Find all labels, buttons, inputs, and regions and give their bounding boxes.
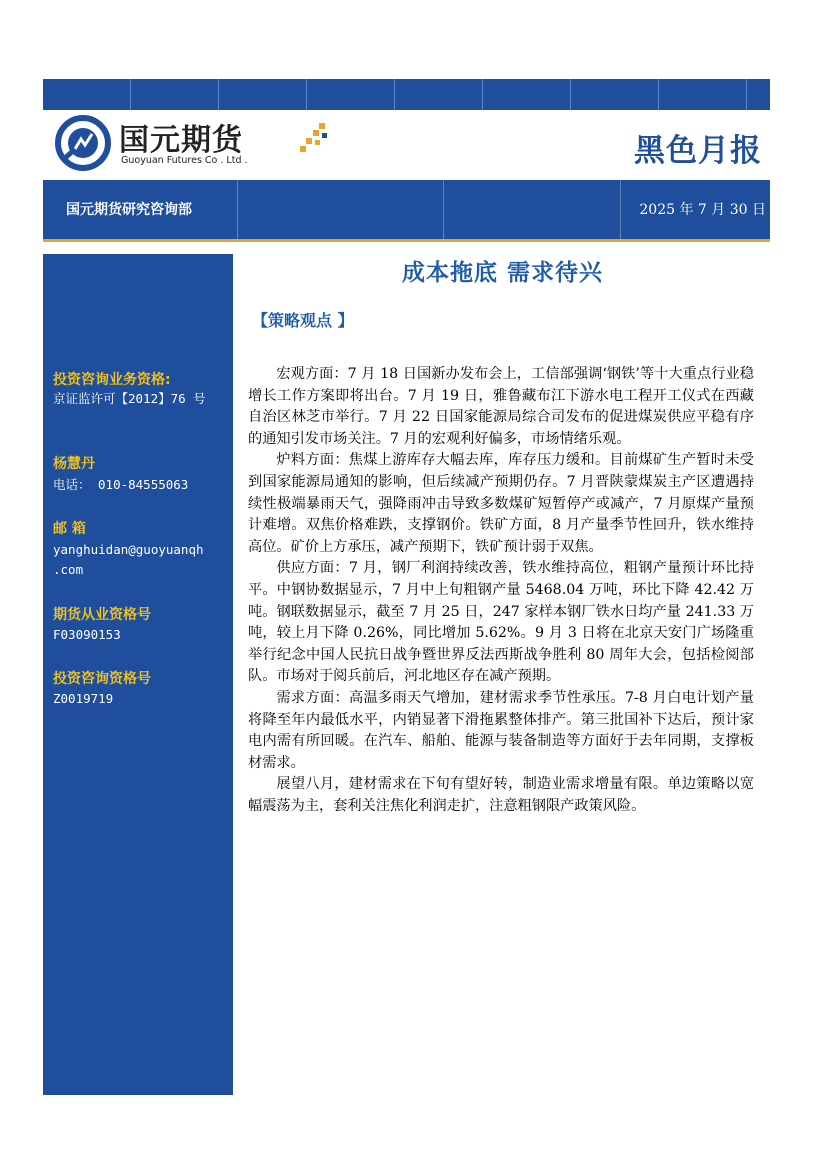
futures-license-label: 期货从业资格号 [53, 607, 151, 623]
report-title: 成本拖底 需求待兴 [401, 260, 603, 286]
company-logo [55, 115, 345, 171]
top-banner-bar [43, 79, 770, 110]
analyst-phone: 电话： 010-84555063 [53, 477, 189, 492]
consult-license-label: 投资咨询资格号 [53, 671, 151, 687]
logo-squares-icon [300, 123, 330, 153]
paragraph-demand: 需求方面：高温多雨天气增加，建材需求季节性承压。7-8 月白电计划产量将降至年内最低水平，内销显著下滑拖累整体排产。第三批国补下达后，预计家电内需有所回暖。在汽车、船舶、能源与装备制造等方面好于去年同期，支撑板材需求。 [248, 689, 754, 771]
report-date: 2025 年 7 月 30 日 [639, 202, 766, 218]
paragraph-raw-materials: 炉料方面：焦煤上游库存大幅去库，库存压力缓和。目前煤矿生产暂时未受到国家能源局通知的影响，但后续减产预期仍存。7 月晋陕蒙煤炭主产区遭遇持续性极端暴雨天气，强降雨冲击导致多数煤矿短暂停产或减产，7 月原煤产量预计难增。双焦价格难跌，支撑钢价。铁矿方面，8 月产量季节性回升，铁水维持高位。矿价上方承压，减产预期下，铁矿预计弱于双焦。 [248, 452, 754, 555]
gold-divider-line [43, 239, 770, 242]
section-heading: 【策略观点 】 [252, 311, 354, 330]
company-name-en: Guoyuan Futures Co . Ltd . [121, 155, 248, 166]
paragraph-outlook: 展望八月，建材需求在下旬有望好转，制造业需求增量有限。单边策略以宽幅震荡为主，套利关注焦化利润走扩，注意粗钢限产政策风险。 [248, 776, 754, 814]
qualification-label: 投资咨询业务资格: [53, 372, 171, 388]
company-name-cn: 国元期货 [119, 123, 243, 158]
analyst-name: 杨慧丹 [53, 456, 95, 472]
logo-emblem-icon [55, 115, 111, 171]
department-name: 国元期货研究咨询部 [66, 202, 192, 218]
paragraph-macro: 宏观方面：7 月 18 日国新办发布会上，工信部强调‘钢铁’等十大重点行业稳增长工作方案即将出台。7 月 19 日，雅鲁藏布江下游水电工程开工仪式在西藏自治区林芝市举行。7 月 22 日国家能源局综合司发布的促进煤炭供应平稳有序的通知引发市场关注。7 月的宏观利好偏多，市场情绪乐观。 [248, 366, 754, 447]
email-line-1[interactable]: yanghuidan@guoyuanqh [53, 542, 204, 557]
report-body [248, 364, 754, 817]
report-type-title: 黑色月报 [634, 133, 762, 169]
email-line-2[interactable]: .com [53, 562, 84, 577]
paragraph-supply: 供应方面：7 月，钢厂利润持续改善，铁水维持高位，粗钢产量预计环比持平。中钢协数据显示，7 月中上旬粗钢产量 5468.04 万吨，环比下降 42.42 万吨。钢联数据显示，截至 7 月 25 日，247 家样本钢厂铁水日均产量 241.33 万吨，较上月下降 0.26%，同比增加 5.62%。9 月 3 日将在北京天安门广场隆重举行纪念中国人民抗日战争暨世界反法西斯战争胜利 80 周年大会，包括检阅部队。市场对于阅兵前后，河北地区存在减产预期。 [248, 560, 754, 685]
consult-license-value: Z0019719 [53, 691, 114, 706]
futures-license-value: F03090153 [53, 627, 121, 642]
qualification-value: 京证监许可【2012】76 号 [53, 391, 206, 406]
email-label: 邮 箱 [53, 521, 86, 537]
